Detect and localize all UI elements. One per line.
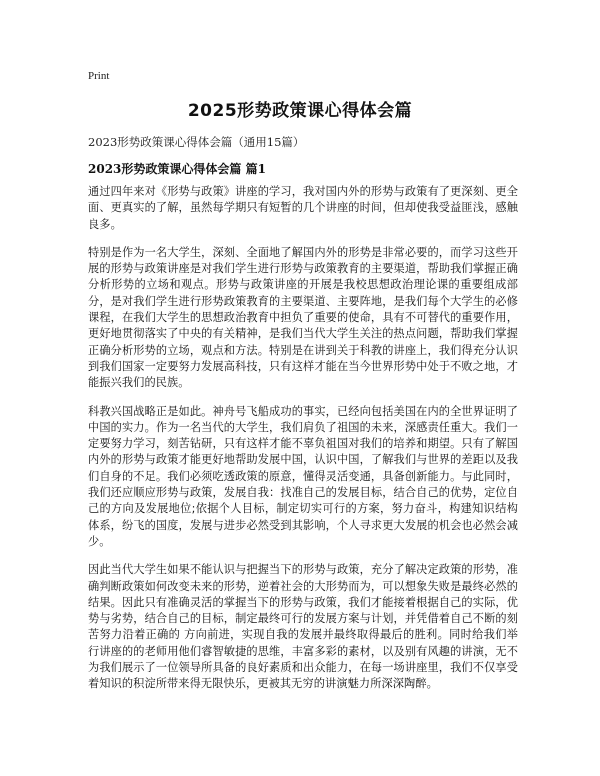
paragraph-1: 通过四年来对《形势与政策》讲座的学习，我对国内外的形势与政策有了更深刻、更全面、更真实的了解，虽然每学期只有短暂的几个讲座的时间，但却使我受益匪浅，感触良多。 xyxy=(88,185,518,231)
print-link[interactable]: Print xyxy=(88,70,110,82)
section-heading: 2023形势政策课心得体会篇 篇1 xyxy=(88,162,266,176)
paragraph-3: 科教兴国战略正是如此。神舟号飞船成功的事实，已经向包括美国在内的全世界证明了中国的实力。作为一名当代的大学生，我们肩负了祖国的未来，深感责任重大。我们一定要努力学习，刻苦钻研，只有这样才能不辜负祖国对我们的培养和期望。只有了解国内外的形势与政策才能更好地帮助发展中国，认识中国，了解我们与世界的差距以及我们自身的不足。我们必须吃透政策的原意，懂得灵活变通，具备创新能力。与此同时，我们还应顺应形势与政策，发展自我：找准自己的发展目标，结合自己的优势，定位自己的方向及发展地位;依据个人目标，制定切实可行的方案，努力奋斗，构建知识结构体系，纷飞的国度，发展与进步必然受到其影响，个人寻求更大发展的机会也必然会减少。 xyxy=(88,404,518,548)
page-title: 2025形势政策课心得体会篇 xyxy=(187,101,413,121)
document-subtitle: 2023形势政策课心得体会篇（通用15篇） xyxy=(88,135,305,149)
article-body xyxy=(88,184,518,705)
paragraph-2: 特别是作为一名大学生，深刻、全面地了解国内外的形势是非常必要的，而学习这些开展的形势与政策讲座是对我们学生进行形势与政策教育的主要渠道，帮助我们掌握正确分析形势的立场和观点。形势与政策讲座的开展是我校思想政治理论课的重要组成部分，是对我们学生进行形势政策教育的主要渠道、主要阵地，是我们每个大学生的必修课程，在我们大学生的思想政治教育中担负了重要的使命，具有不可替代的重要作用，更好地贯彻落实了中央的有关精神，是我们当代大学生关注的热点问题，帮助我们掌握正确分析形势的立场，观点和方法。特别是在讲到关于科教的讲座上，我们得充分认识到我们国家一定要努力发展高科技，只有这样才能在当今世界形势中处于不败之地，才能振兴我们的民族。 xyxy=(88,245,518,390)
paragraph-4: 因此当代大学生如果不能认识与把握当下的形势与政策，充分了解决定政策的形势，准确判断政策如何改变未来的形势，逆着社会的大形势而为，可以想象失败是最终必然的结果。因此只有准确灵活的掌握当下的形势与政策，我们才能接着根据自己的实际，优势与劣势，结合自己的目标，制定最终可行的发展方案与计划，并凭借着自己不断的刻苦努力沿着正确的 方向前进，实现自我的发展并最终取得最后的胜利。同时给我们举行讲座的的老师用他们睿智敏捷的思维，丰富多彩的素材，以及别有风趣的讲演，无不为我们展示了一位领导所具备的良好素质和出众能力，在每一场讲座里，我们不仅享受着知识的积淀所带来得无限快乐，更被其无穷的讲演魅力所深深陶醉。 xyxy=(88,563,518,691)
